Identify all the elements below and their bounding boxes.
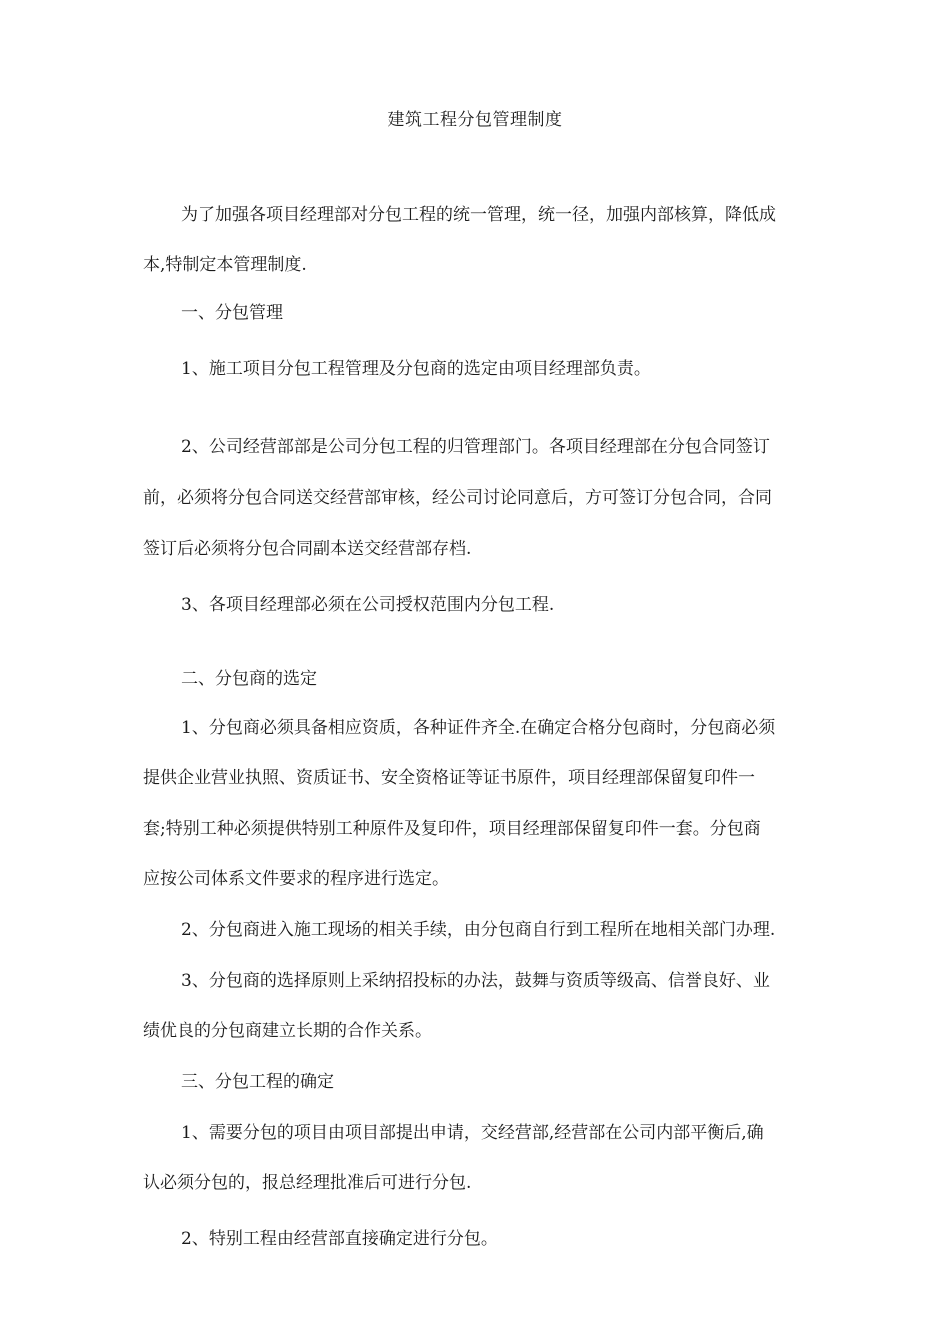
item-3-1-line-2: 认必须分包的，报总经理批准后可进行分包. <box>143 1173 472 1193</box>
section-heading-3: 三、分包工程的确定 <box>181 1072 334 1092</box>
item-3-1-line-1: 1、需要分包的项目由项目部提出申请，交经营部,经营部在公司内部平衡后,确 <box>181 1123 764 1143</box>
paragraph-intro-line-1: 为了加强各项目经理部对分包工程的统一管理，统一径，加强内部核算，降低成 <box>181 205 776 225</box>
section-heading-2: 二、分包商的选定 <box>181 669 317 689</box>
item-2-1-line-4: 应按公司体系文件要求的程序进行选定。 <box>143 869 449 889</box>
item-1-2-line-3: 签订后必须将分包合同副本送交经营部存档. <box>143 539 472 559</box>
item-1-2-line-1: 2、公司经营部部是公司分包工程的归管理部门。各项目经理部在分包合同签订 <box>181 437 770 457</box>
section-heading-1: 一、分包管理 <box>181 303 283 323</box>
item-2-3-line-2: 绩优良的分包商建立长期的合作关系。 <box>143 1021 432 1041</box>
item-2-3-line-1: 3、分包商的选择原则上采纳招投标的办法，鼓舞与资质等级高、信誉良好、业 <box>181 971 770 991</box>
item-1-1: 1、施工项目分包工程管理及分包商的选定由项目经理部负责。 <box>181 359 651 379</box>
item-1-3: 3、各项目经理部必须在公司授权范围内分包工程. <box>181 595 555 615</box>
paragraph-intro-line-2: 本,特制定本管理制度. <box>143 255 307 275</box>
item-2-1-line-1: 1、分包商必须具备相应资质，各种证件齐全.在确定合格分包商时，分包商必须 <box>181 718 776 738</box>
item-2-2: 2、分包商进入施工现场的相关手续，由分包商自行到工程所在地相关部门办理. <box>181 920 776 940</box>
item-2-1-line-3: 套;特别工种必须提供特别工种原件及复印件，项目经理部保留复印件一套。分包商 <box>143 819 761 839</box>
document-title: 建筑工程分包管理制度 <box>387 110 563 130</box>
item-1-2-line-2: 前，必须将分包合同送交经营部审核，经公司讨论同意后，方可签订分包合同，合同 <box>143 488 772 508</box>
item-2-1-line-2: 提供企业营业执照、资质证书、安全资格证等证书原件，项目经理部保留复印件一 <box>143 768 755 788</box>
item-3-2: 2、特别工程由经营部直接确定进行分包。 <box>181 1229 498 1249</box>
